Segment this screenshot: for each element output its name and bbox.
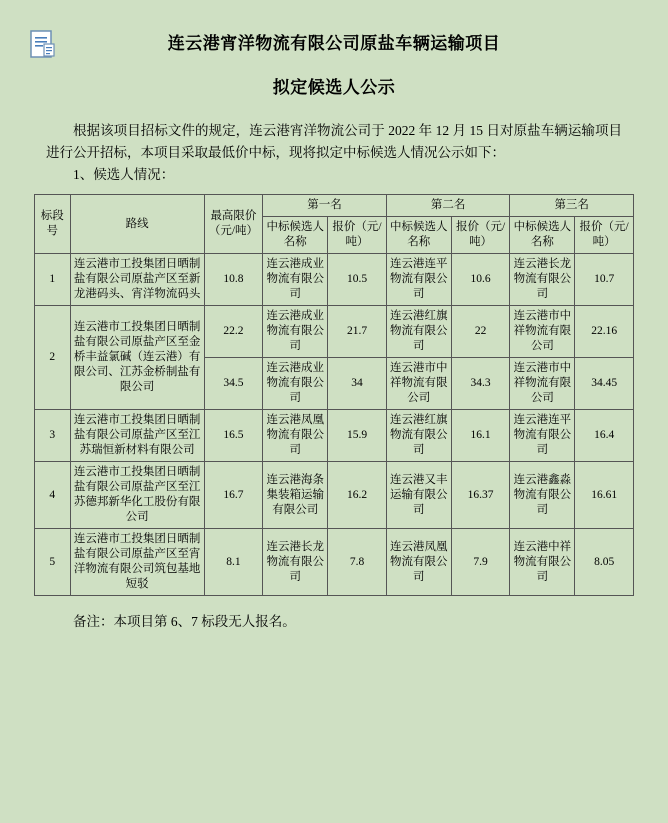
cell-rank2-name: 连云港红旗物流有限公司 <box>386 410 451 462</box>
document-title-line-2: 拟定候选人公示 <box>272 78 396 97</box>
candidates-table <box>34 194 634 596</box>
cell-rank2-price: 34.3 <box>451 358 510 410</box>
cell-rank2-name: 连云港红旗物流有限公司 <box>386 306 451 358</box>
cell-rank1-price: 7.8 <box>328 529 387 596</box>
cell-rank1-name: 连云港成业物流有限公司 <box>263 306 328 358</box>
table-row <box>35 306 634 358</box>
cell-rank3-price: 34.45 <box>575 358 634 410</box>
document-icon <box>30 30 56 60</box>
cell-rank2-price: 22 <box>451 306 510 358</box>
table-row <box>35 254 634 306</box>
intro-list-item-1: 1、候选人情况： <box>73 167 175 182</box>
header-route: 路线 <box>70 195 204 254</box>
cell-rank3-price: 16.61 <box>575 462 634 529</box>
header-candidate-name-3: 中标候选人名称 <box>510 217 575 254</box>
cell-rank2-name: 连云港凤凰物流有限公司 <box>386 529 451 596</box>
cell-rank3-price: 8.05 <box>575 529 634 596</box>
cell-rank1-price: 16.2 <box>328 462 387 529</box>
cell-rank3-price: 10.7 <box>575 254 634 306</box>
cell-rank2-price: 10.6 <box>451 254 510 306</box>
header-bid-price-2: 报价（元/吨） <box>451 217 510 254</box>
header-rank-2: 第二名 <box>386 195 510 217</box>
cell-no: 5 <box>35 529 71 596</box>
cell-rank3-name: 连云港连平物流有限公司 <box>510 410 575 462</box>
table-header-row-1 <box>35 195 634 217</box>
cell-cap-price: 34.5 <box>204 358 263 410</box>
footer-note: 备注：本项目第 6、7 标段无人报名。 <box>73 614 296 629</box>
header-candidate-name-2: 中标候选人名称 <box>386 217 451 254</box>
cell-rank2-name: 连云港市中祥物流有限公司 <box>386 358 451 410</box>
header-no: 标段号 <box>35 195 71 254</box>
cell-rank3-name: 连云港中祥物流有限公司 <box>510 529 575 596</box>
cell-rank1-price: 15.9 <box>328 410 387 462</box>
cell-cap-price: 22.2 <box>204 306 263 358</box>
cell-rank1-price: 34 <box>328 358 387 410</box>
document-title-line-1: 连云港宵洋物流有限公司原盐车辆运输项目 <box>167 34 501 53</box>
cell-no: 3 <box>35 410 71 462</box>
header-rank-1: 第一名 <box>263 195 387 217</box>
table-row <box>35 529 634 596</box>
cell-rank3-name: 连云港长龙物流有限公司 <box>510 254 575 306</box>
header-bid-price-3: 报价（元/吨） <box>575 217 634 254</box>
cell-no: 4 <box>35 462 71 529</box>
cell-rank1-price: 10.5 <box>328 254 387 306</box>
cell-rank1-name: 连云港成业物流有限公司 <box>263 254 328 306</box>
cell-cap-price: 10.8 <box>204 254 263 306</box>
cell-rank2-name: 连云港连平物流有限公司 <box>386 254 451 306</box>
cell-no: 1 <box>35 254 71 306</box>
cell-rank1-name: 连云港凤凰物流有限公司 <box>263 410 328 462</box>
table-row <box>35 410 634 462</box>
cell-rank1-price: 21.7 <box>328 306 387 358</box>
cell-route: 连云港市工投集团日晒制盐有限公司原盐产区至江苏瑞恒新材料有限公司 <box>70 410 204 462</box>
cell-route: 连云港市工投集团日晒制盐有限公司原盐产区至宵洋物流有限公司筑包基地短驳 <box>70 529 204 596</box>
cell-rank3-price: 22.16 <box>575 306 634 358</box>
header-bid-price-1: 报价（元/吨） <box>328 217 387 254</box>
cell-rank1-name: 连云港海条集装箱运输有限公司 <box>263 462 328 529</box>
cell-route: 连云港市工投集团日晒制盐有限公司原盐产区至江苏德邦新华化工股份有限公司 <box>70 462 204 529</box>
cell-cap-price: 16.7 <box>204 462 263 529</box>
cell-rank3-name: 连云港鑫淼物流有限公司 <box>510 462 575 529</box>
cell-rank1-name: 连云港长龙物流有限公司 <box>263 529 328 596</box>
intro-paragraph: 根据该项目招标文件的规定，连云港宵洋物流公司于 2022 年 12 月 15 日对原盐车辆运输项目进行公开招标，本项目采取最低价中标，现将拟定中标候选人情况公示如下： <box>46 123 622 160</box>
intro-section <box>26 120 642 186</box>
cell-route: 连云港市工投集团日晒制盐有限公司原盐产区至金桥丰益氯碱（连云港）有限公司、江苏金桥制盐有限公司 <box>70 306 204 410</box>
cell-rank3-name: 连云港市中祥物流有限公司 <box>510 306 575 358</box>
cell-rank1-name: 连云港成业物流有限公司 <box>263 358 328 410</box>
header-candidate-name-1: 中标候选人名称 <box>263 217 328 254</box>
header-cap-price: 最高限价（元/吨） <box>204 195 263 254</box>
header-rank-3: 第三名 <box>510 195 634 217</box>
cell-rank3-price: 16.4 <box>575 410 634 462</box>
cell-no: 2 <box>35 306 71 410</box>
cell-cap-price: 8.1 <box>204 529 263 596</box>
cell-route: 连云港市工投集团日晒制盐有限公司原盐产区至新龙港码头、宵洋物流码头 <box>70 254 204 306</box>
cell-rank2-price: 16.37 <box>451 462 510 529</box>
cell-rank3-name: 连云港市中祥物流有限公司 <box>510 358 575 410</box>
cell-cap-price: 16.5 <box>204 410 263 462</box>
table-row <box>35 462 634 529</box>
cell-rank2-price: 7.9 <box>451 529 510 596</box>
cell-rank2-name: 连云港又丰运输有限公司 <box>386 462 451 529</box>
title-block <box>26 30 642 102</box>
cell-rank2-price: 16.1 <box>451 410 510 462</box>
